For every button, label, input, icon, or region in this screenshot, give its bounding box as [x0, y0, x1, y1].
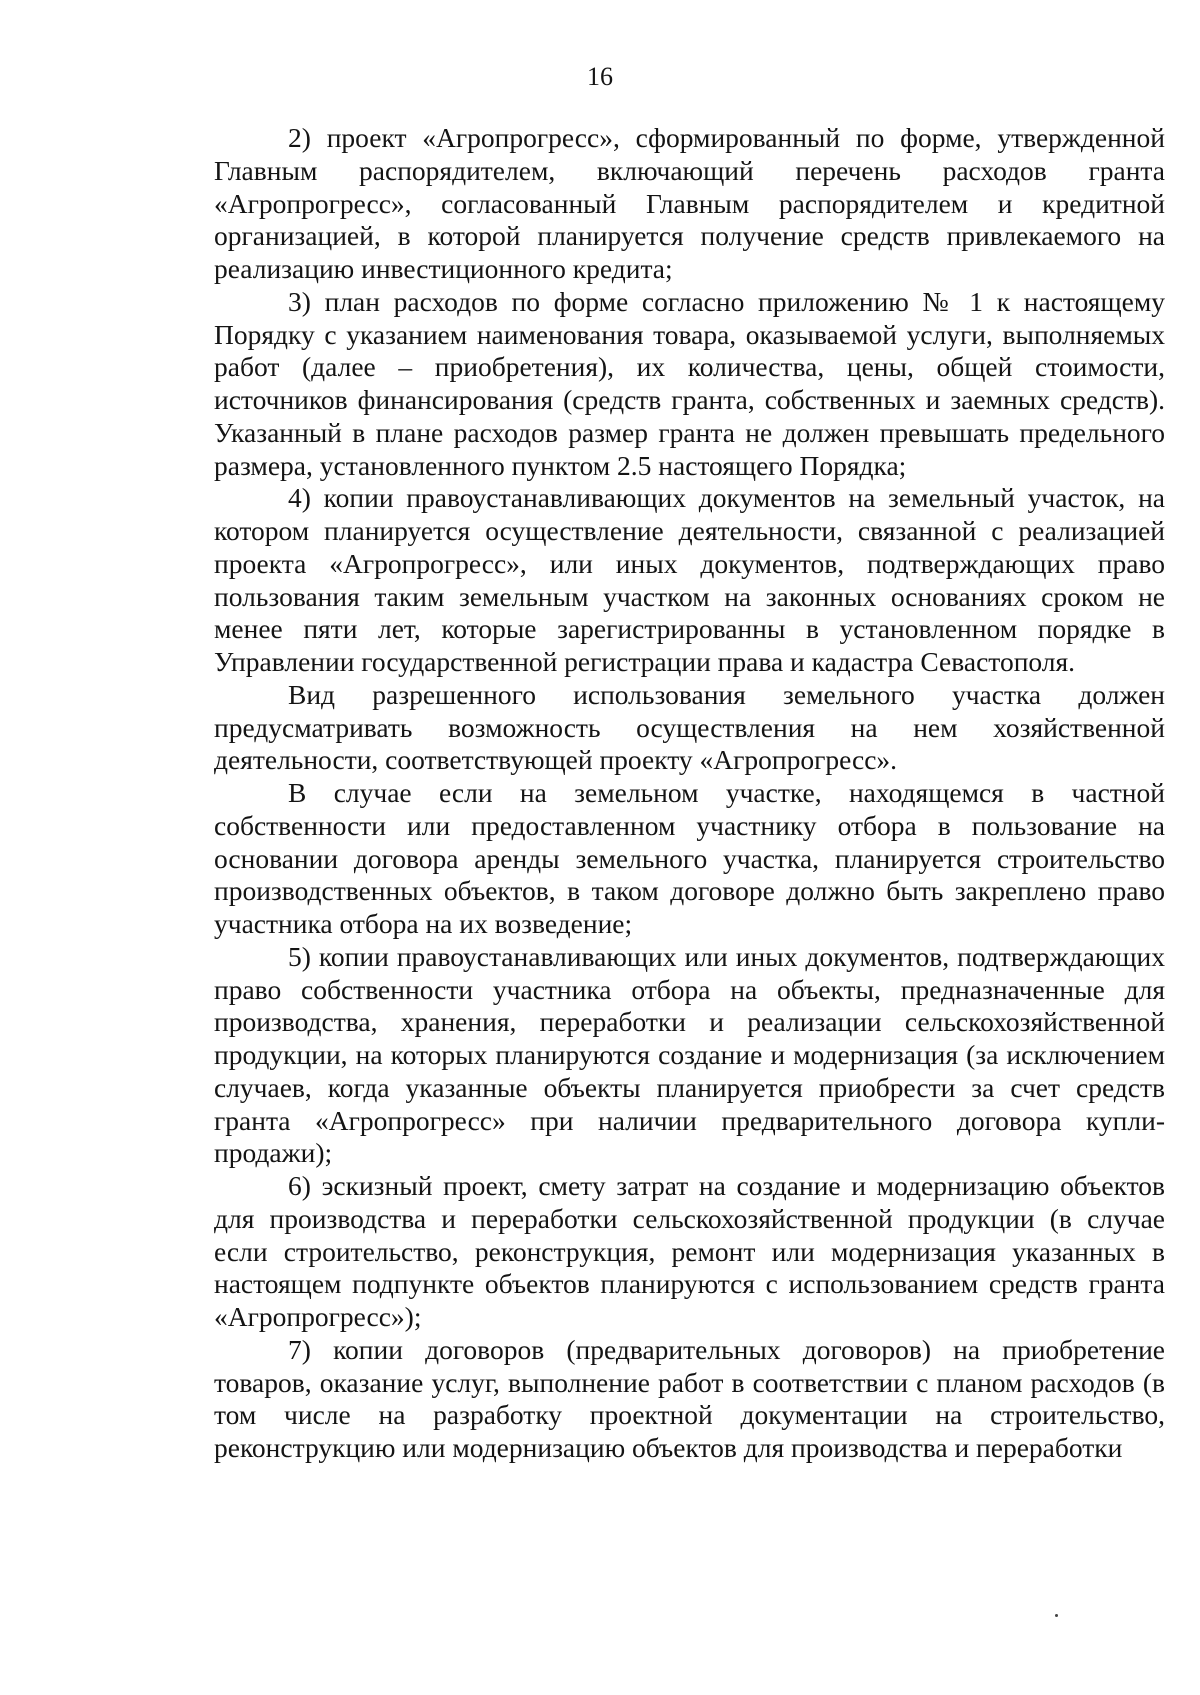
paragraph-land-use: Вид разрешенного использования земельного участка должен предусматривать возможность осуществления на нем хозяйственной деятельности, соответствующей проекту «Агропрогресс».	[214, 678, 1165, 776]
paragraph-item-4: 4) копии правоустанавливающих документов на земельный участок, на котором планируется осуществление деятельности, связанной с реализацией проекта «Агропрогресс», или иных документов, подтверждающих право пользования таким земельным участком на законных основаниях сроком не менее пяти лет, которые зарегистрированны в установленном порядке в Управлении государственной регистрации права и кадастра Севастополя.	[214, 482, 1165, 677]
paragraph-item-3: 3) план расходов по форме согласно приложению № 1 к настоящему Порядку с указанием наименования товара, оказываемой услуги, выполняемых работ (далее – приобретения), их количества, цены, общей стоимости, источников финансирования (средств гранта, собственных и заемных средств). Указанный в плане расходов размер гранта не должен превышать предельного размера, установленного пунктом 2.5 настоящего Порядка;	[214, 285, 1165, 481]
paragraph-item-2: 2) проект «Агропрогресс», сформированный по форме, утвержденной Главным распорядителем, включающий перечень расходов гранта «Агропрогресс», согласованный Главным распорядителем и кредитной организацией, в которой планируется получение средств привлекаемого на реализацию инвестиционного кредита;	[214, 122, 1165, 284]
paragraph-item-7: 7) копии договоров (предварительных договоров) на приобретение товаров, оказание услуг, выполнение работ в соответствии с планом расходов (в том числе на разработку проектной документации на строительство, реконструкцию или модернизацию объектов для производства и переработки	[214, 1333, 1165, 1463]
page-number: 16	[587, 62, 613, 91]
document-body	[214, 122, 1165, 1465]
paragraph-item-5: 5) копии правоустанавливающих или иных документов, подтверждающих право собственности участника отбора на объекты, предназначенные для производства, хранения, переработки и реализации сельскохозяйственной продукции, на которых планируются создание и модернизация (за исключением случаев, когда указанные объекты планируется приобрести за счет средств гранта «Агропрогресс» при наличии предварительного договора купли-продажи);	[214, 940, 1165, 1169]
paragraph-construction: В случае если на земельном участке, находящемся в частной собственности или предоставленном участнику отбора в пользование на основании договора аренды земельного участка, планируется строительство производственных объектов, в таком договоре должно быть закреплено право участника отбора на их возведение;	[214, 777, 1165, 939]
paragraph-item-6: 6) эскизный проект, смету затрат на создание и модернизацию объектов для производства и переработки сельскохозяйственной продукции (в случае если строительство, реконструкция, ремонт или модернизация указанных в настоящем подпункте объектов планируются с использованием средств гранта «Агропрогресс»);	[214, 1170, 1165, 1332]
scan-speck	[1055, 1614, 1058, 1617]
